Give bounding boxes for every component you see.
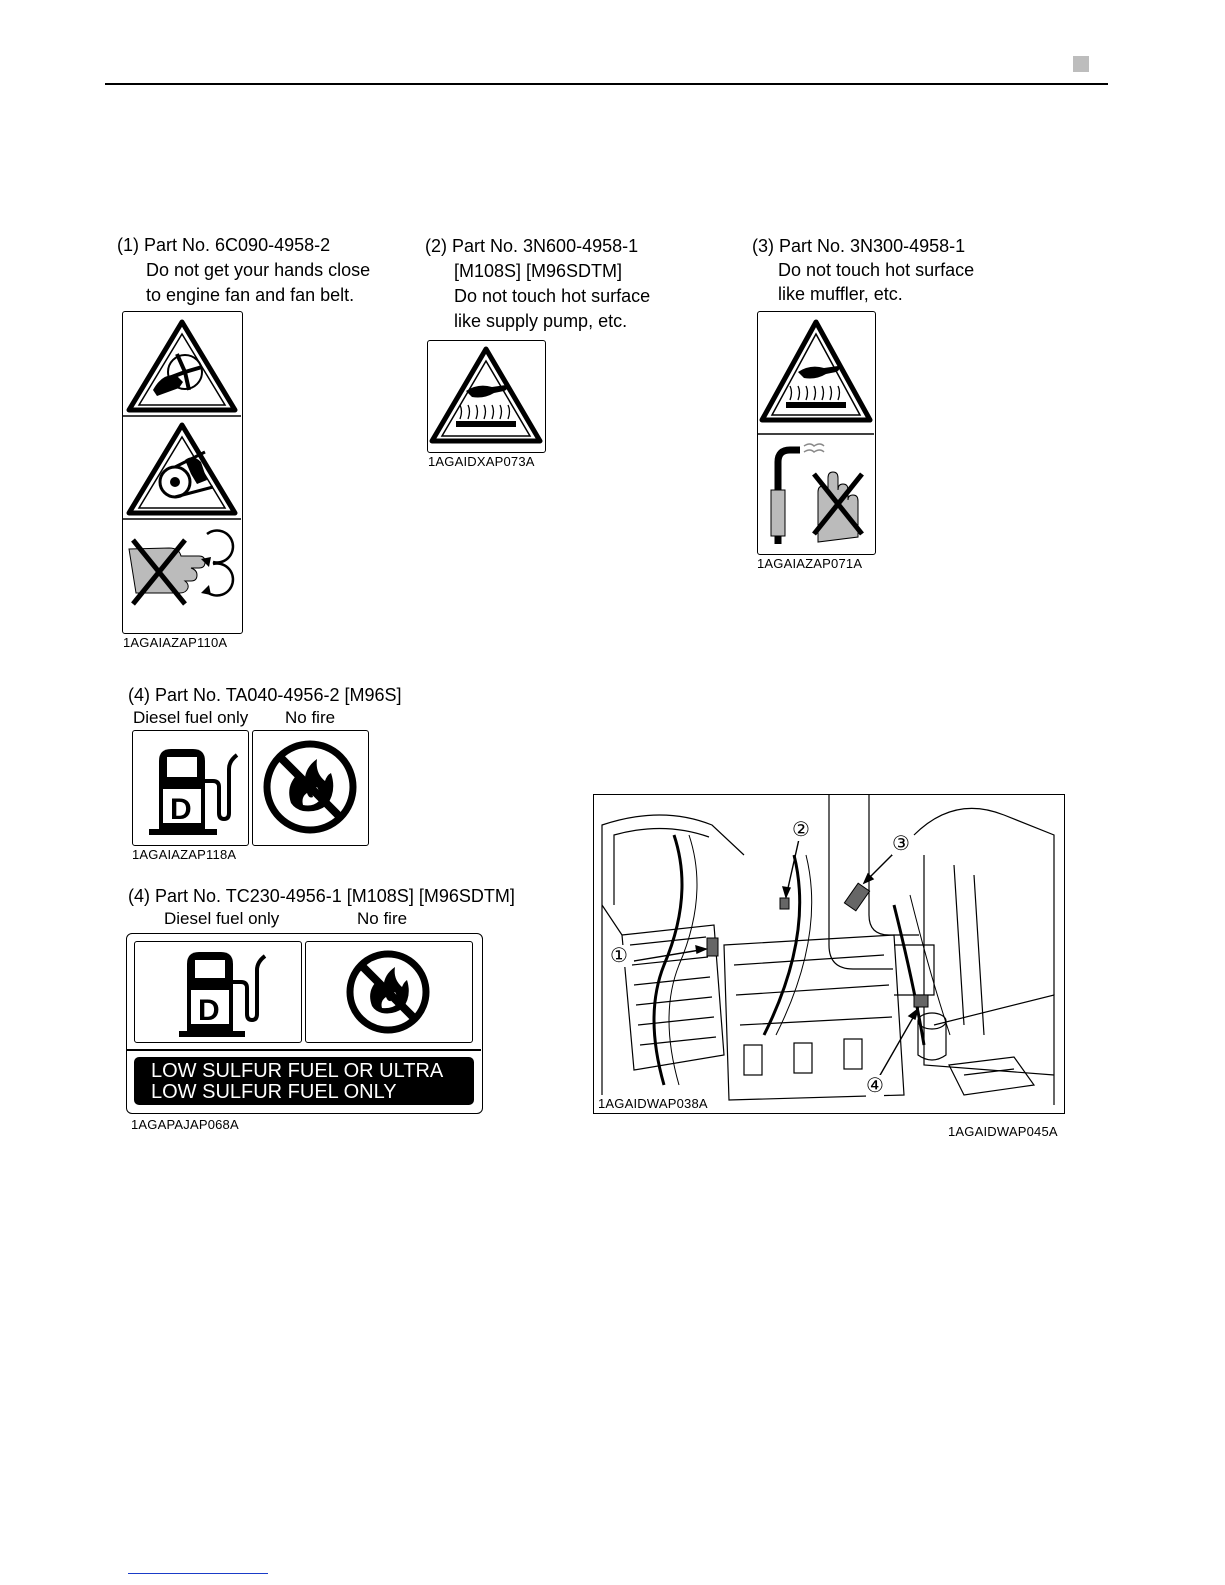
label-4b-number: (4): [128, 886, 150, 906]
label-4b-divider: [127, 1049, 481, 1051]
decal-marker-4: [914, 995, 928, 1007]
diesel-pump-icon: [133, 731, 247, 844]
decal-marker-1: [707, 938, 718, 956]
label-3-caption: [752, 234, 974, 306]
label-3-svg: [758, 312, 874, 553]
label-3-decal: [757, 311, 876, 555]
low-sulfur-line-2: LOW SULFUR FUEL ONLY: [151, 1081, 397, 1103]
callout-2: ②: [792, 819, 810, 841]
fan-hazard-icon: [129, 322, 235, 410]
diesel-pump-icon: [135, 942, 300, 1041]
label-1-code: 1AGAIAZAP110A: [123, 635, 228, 650]
label-1-number: (1): [117, 235, 139, 255]
label-4b-code: 1AGAPAJAP068A: [131, 1117, 239, 1132]
decal-marker-3: [844, 883, 869, 911]
decal-marker-2: [780, 898, 789, 909]
label-4a-caption: [128, 683, 401, 708]
label-1-line-2: to engine fan and fan belt.: [146, 285, 355, 305]
label-2-part: Part No. 3N600-4958-1: [452, 236, 639, 256]
label-4b-sub-left: Diesel fuel only: [164, 909, 280, 928]
low-sulfur-line-1: LOW SULFUR FUEL OR ULTRA: [151, 1060, 444, 1082]
hot-surface-icon: [428, 341, 544, 451]
label-4a-part: Part No. TA040-4956-2 [M96S]: [155, 685, 402, 705]
label-4b-caption: [128, 884, 515, 909]
label-3-number: (3): [752, 236, 774, 256]
label-2-line-3: like supply pump, etc.: [454, 311, 628, 331]
low-sulfur-banner: [134, 1057, 474, 1105]
label-3-line-1: Do not touch hot surface: [778, 260, 975, 280]
header-rule: [105, 83, 1108, 85]
decal-location-figure: [593, 794, 1065, 1114]
label-2-code: 1AGAIDXAP073A: [428, 454, 535, 469]
label-4b-diesel-panel: [134, 941, 302, 1043]
tractor-engine-drawing: [594, 795, 1063, 1112]
callout-3: ③: [892, 833, 910, 855]
label-2-line-1: [M108S] [M96SDTM]: [454, 261, 623, 281]
no-hands-near-fan-icon: [129, 531, 233, 604]
label-3-code: 1AGAIAZAP071A: [757, 556, 863, 571]
label-4a-sub-right: No fire: [285, 708, 336, 727]
label-3-line-2: like muffler, etc.: [778, 284, 903, 304]
label-3-part: Part No. 3N300-4958-1: [779, 236, 966, 256]
label-2-caption: [425, 234, 650, 334]
label-1-caption: [117, 233, 370, 308]
label-1-part: Part No. 6C090-4958-2: [144, 235, 331, 255]
svg-text:D: D: [198, 994, 220, 1027]
label-4b-part: Part No. TC230-4956-1 [M108S] [M96SDTM]: [155, 886, 515, 906]
footer-link-underline: [128, 1573, 268, 1574]
no-touch-muffler-icon: [771, 444, 862, 544]
label-4a-code: 1AGAIAZAP118A: [132, 847, 237, 862]
no-fire-icon: [306, 942, 471, 1041]
label-4a-decal-diesel: [132, 730, 249, 846]
label-4b-fire-panel: [305, 941, 473, 1043]
svg-text:D: D: [170, 793, 192, 826]
label-4a-decal-fire: [252, 730, 369, 846]
label-2-number: (2): [425, 236, 447, 256]
callout-1: ①: [610, 945, 628, 967]
label-1-line-1: Do not get your hands close: [146, 260, 371, 280]
no-fire-icon: [253, 731, 367, 844]
label-1-decal: [122, 311, 243, 634]
label-4b-sub-right: No fire: [357, 909, 408, 928]
label-2-decal: [427, 340, 546, 453]
belt-hazard-icon: [129, 425, 235, 513]
label-4b-decal: [126, 933, 483, 1114]
label-1-svg: [123, 312, 241, 632]
figure-inner-code: 1AGAIDWAP038A: [598, 1096, 708, 1111]
label-2-line-2: Do not touch hot surface: [454, 286, 651, 306]
figure-outer-code: 1AGAIDWAP045A: [948, 1124, 1058, 1139]
callout-4: ④: [866, 1075, 884, 1097]
label-4a-number: (4): [128, 685, 150, 705]
label-4a-sub-left: Diesel fuel only: [133, 708, 249, 727]
header-marker: [1073, 56, 1089, 72]
hot-surface-icon: [762, 322, 870, 420]
